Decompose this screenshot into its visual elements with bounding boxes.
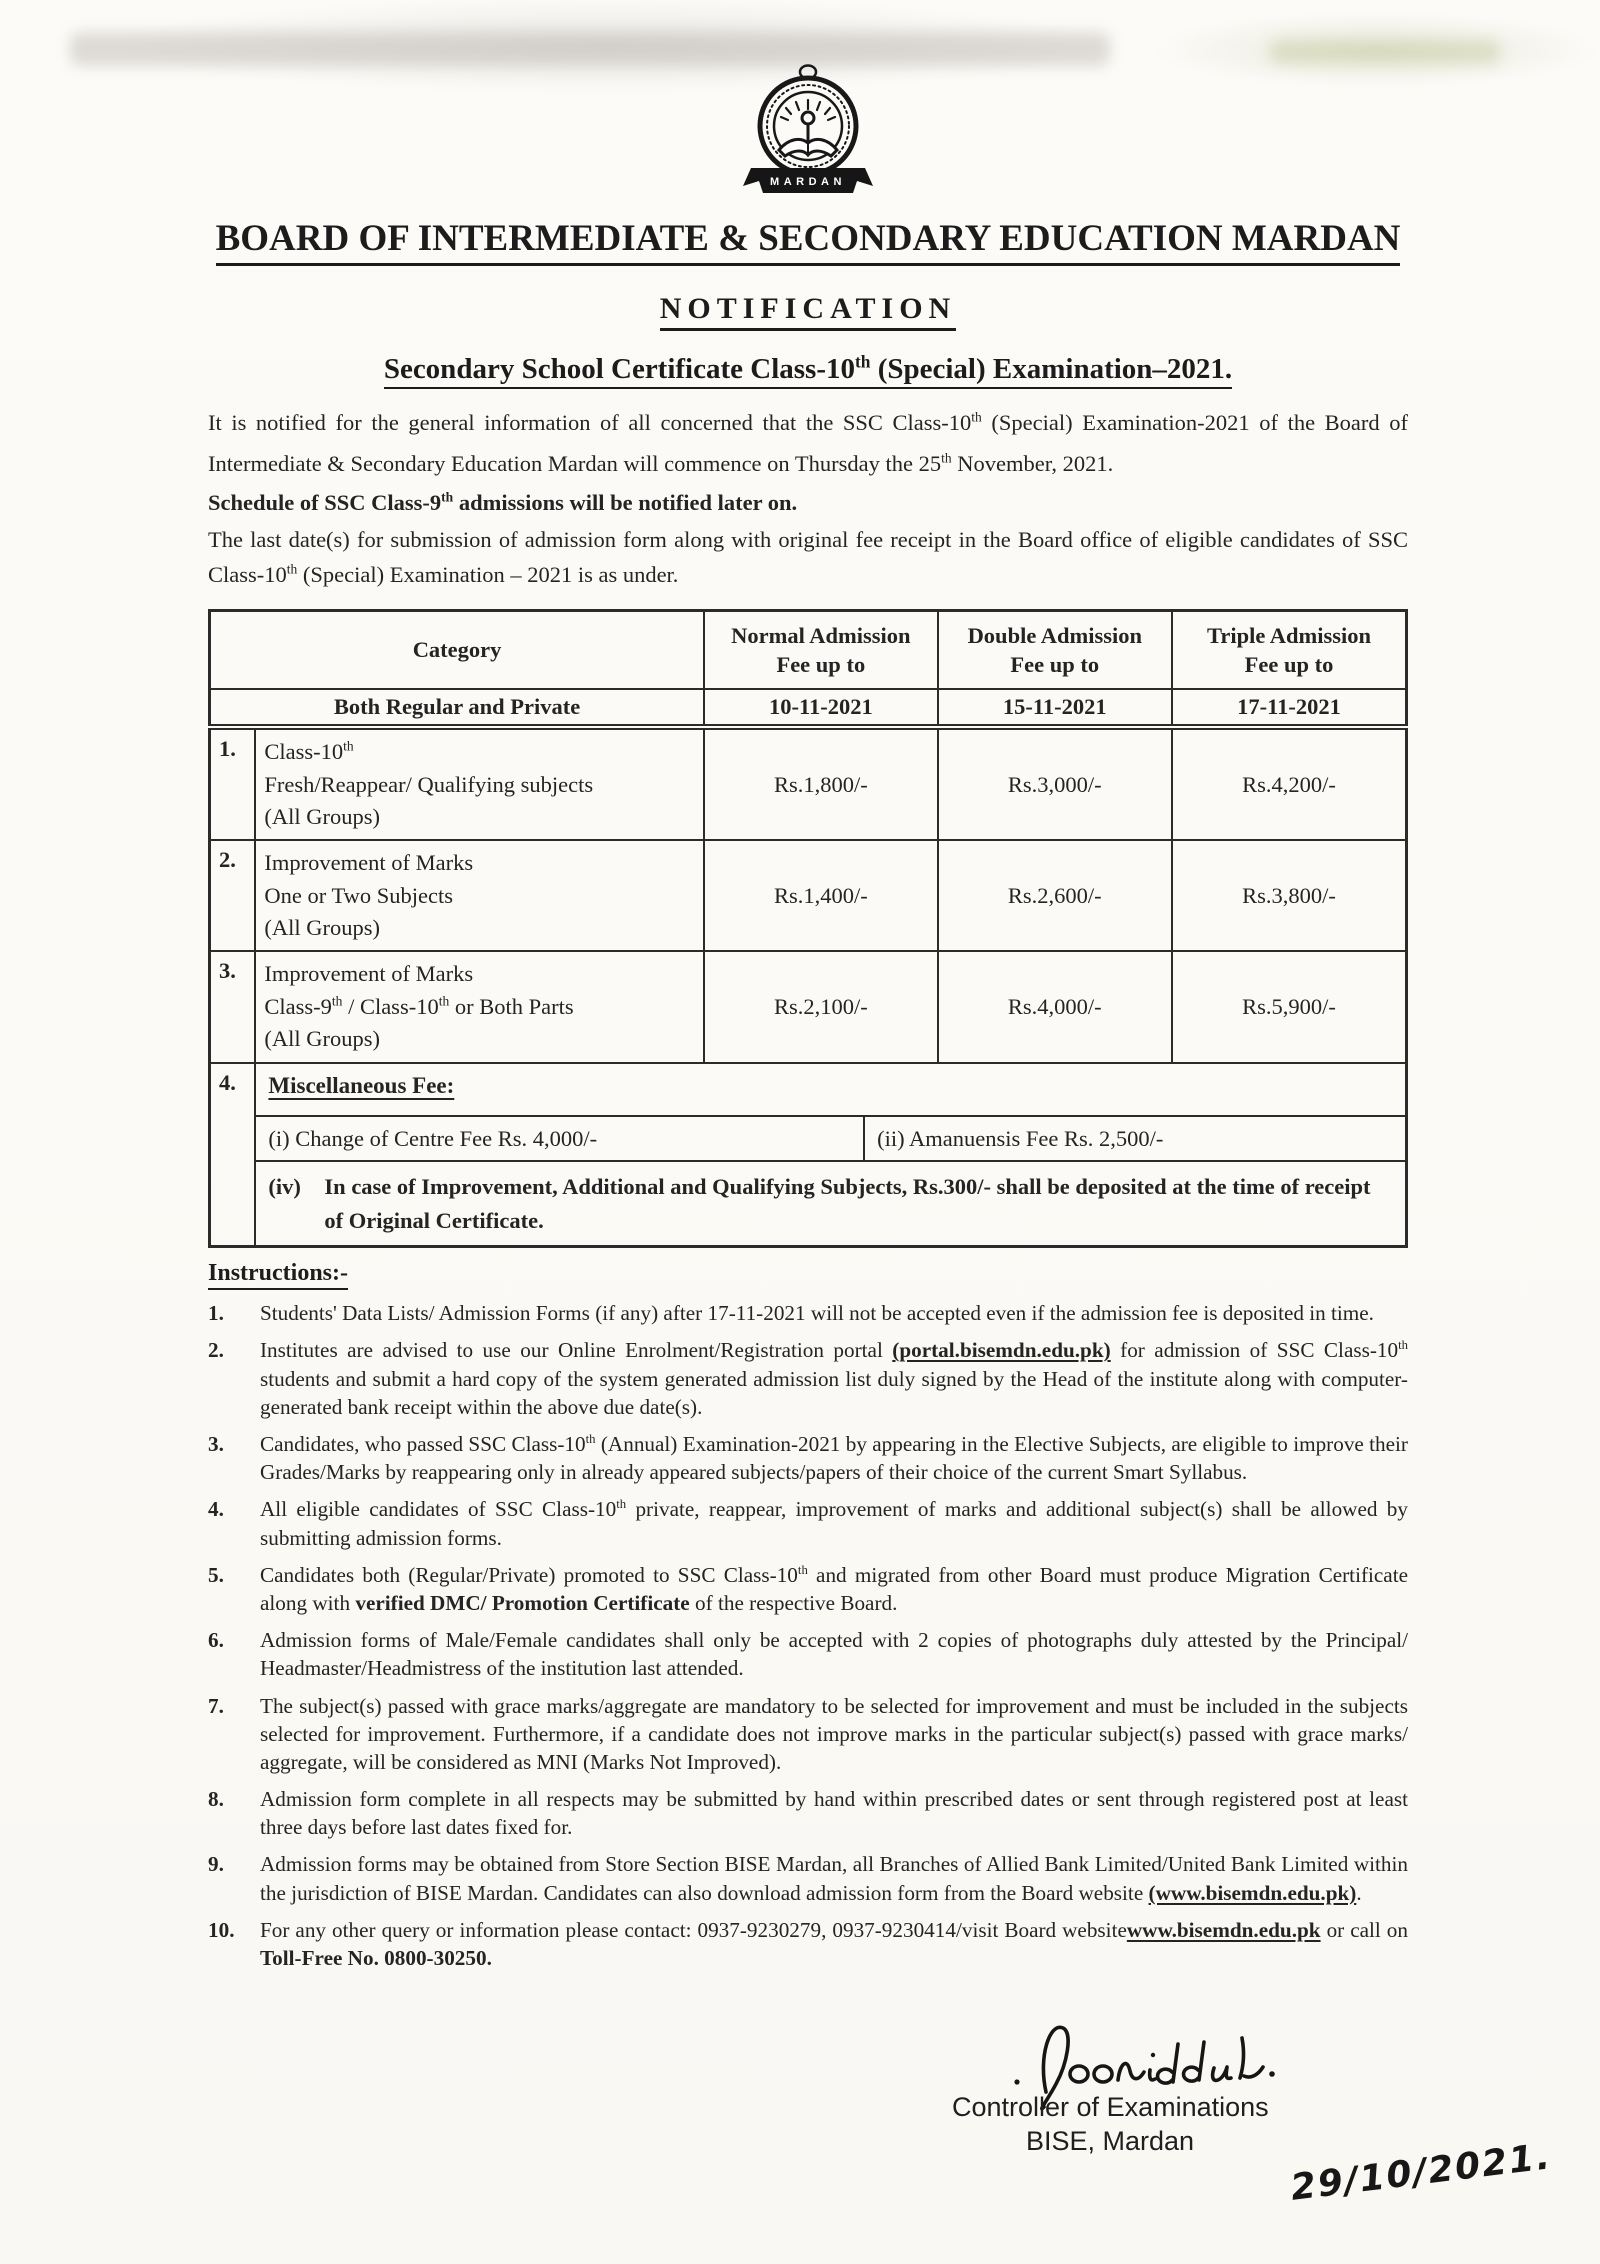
subheader-date-double: 15-11-2021: [938, 689, 1172, 727]
intro-paragraph-2: Schedule of SSC Class-9th admissions will be notified later on.: [208, 489, 798, 515]
misc-item-iv-label: (iv): [268, 1173, 301, 1199]
instructions-heading: Instructions:-: [208, 1260, 1408, 1290]
exam-subtitle: Secondary School Certificate Class-10th (Special) Examination–2021.: [208, 353, 1408, 389]
subheader-category: Both Regular and Private: [210, 689, 705, 727]
subheader-date-normal: 10-11-2021: [704, 689, 937, 727]
row-number: 3.: [210, 951, 256, 1062]
instruction-item-5: 5. Candidates both (Regular/Private) promoted to SSC Class-10th and migrated from other Board must produce Migration Certificate along with verified DMC/ Promotion Certificate of the respective Board.: [208, 1562, 1408, 1615]
misc-item-iv: [256, 1160, 1405, 1246]
misc-item-change-of-centre: (i) Change of Centre Fee Rs. 4,000/-: [256, 1117, 865, 1160]
board-emblem-icon: [719, 62, 897, 198]
column-header-normal-fee: Normal Admission Fee up to: [704, 610, 937, 689]
instruction-item-9: 9. Admission forms may be obtained from Store Section BISE Mardan, all Branches of Allied Bank Limited/United Bank Limited within the jurisdiction of BISE Mardan. Candidates can also download admission form from the Board website (www.bisemdn.edu.pk).: [208, 1852, 1408, 1905]
category-cell: Improvement of Marks Class-9th / Class-10th or Both Parts (All Groups): [255, 951, 704, 1062]
ribbon-text: MARDAN: [770, 176, 846, 188]
notification-heading: NOTIFICATION: [208, 292, 1408, 331]
instruction-item-8: 8. Admission form complete in all respects may be submitted by hand within prescribed dates or sent through registered post at least three days before last dates fixed for.: [208, 1787, 1408, 1840]
category-cell: Improvement of Marks One or Two Subjects (All Groups): [255, 840, 704, 951]
fee-row-1: [210, 727, 1407, 840]
misc-fee-row: [210, 1063, 1407, 1247]
fee-table: [208, 609, 1408, 1249]
column-header-double-fee: Double Admission Fee up to: [938, 610, 1172, 689]
fee-cell: Rs.1,400/-: [704, 840, 937, 951]
signature-block: [952, 2012, 1554, 2209]
intro-paragraph-1: It is notified for the general information of all concerned that the SSC Class-10th (Special) Examination-2021 of the Board of Intermediate & Secondary Education Mardan will commence on Thursday the 25th November, 2021.: [208, 409, 1408, 476]
instruction-item-6: 6. Admission forms of Male/Female candidates shall only be accepted with 2 copies of photographs duly attested by the Principal/ Headmaster/Headmistress of the institution last attended.: [208, 1628, 1408, 1681]
fee-table-header-row: [210, 610, 1407, 689]
board-logo: [208, 0, 1408, 203]
misc-fee-heading: Miscellaneous Fee:: [268, 1072, 455, 1098]
category-cell: Class-10th Fresh/Reappear/ Qualifying subjects (All Groups): [255, 727, 704, 840]
misc-fee-cell: [255, 1063, 1406, 1247]
intro-paragraph-3: The last date(s) for submission of admission form along with original fee receipt in the Board office of eligible candidates of SSC Class-10th (Special) Examination – 2021 is as under.: [208, 526, 1408, 587]
signature-date: 29/10/2021.: [1288, 2136, 1554, 2209]
column-header-category: Category: [210, 610, 705, 689]
signatory-org: BISE, Mardan: [1026, 2126, 1195, 2156]
misc-item-amanuensis: (ii) Amanuensis Fee Rs. 2,500/-: [877, 1125, 1164, 1151]
fee-cell: Rs.2,100/-: [704, 951, 937, 1062]
instruction-item-4: 4. All eligible candidates of SSC Class-10th private, reappear, improvement of marks and additional subject(s) shall be allowed by submitting admission forms.: [208, 1497, 1408, 1550]
fee-cell: Rs.3,000/-: [938, 727, 1172, 840]
fee-cell: Rs.3,800/-: [1172, 840, 1406, 951]
instructions-list: [208, 1299, 1408, 1972]
row-number: 4.: [210, 1063, 256, 1247]
fee-cell: Rs.5,900/-: [1172, 951, 1406, 1062]
fee-row-3: [210, 951, 1407, 1062]
instruction-item-10: 10. For any other query or information please contact: 0937-9230279, 0937-9230414/visit Board websitewww.bisemdn.edu.pk or call on Toll-Free No. 0800-30250.: [208, 1917, 1408, 1970]
fee-table-subheader-row: [210, 689, 1407, 727]
signatory-title: Controller of Examinations: [952, 2092, 1269, 2122]
column-header-triple-fee: Triple Admission Fee up to: [1172, 610, 1406, 689]
instruction-item-7: 7. The subject(s) passed with grace marks/aggregate are mandatory to be selected for improvement and must be included in the subjects selected for improvement. Furthermore, if a candidate does not improve marks in the particular subject(s) passed with grace marks/ aggregate, will be considered as MNI (Marks Not Improved).: [208, 1693, 1408, 1774]
instruction-item-2: 2. Institutes are advised to use our Online Enrolment/Registration portal (portal.bisemdn.edu.pk) for admission of SSC Class-10th students and submit a hard copy of the system generated admission list duly signed by the Head of the institute along with computer-generated bank receipt within the above due date(s).: [208, 1338, 1408, 1419]
fee-cell: Rs.2,600/-: [938, 840, 1172, 951]
fee-cell: Rs.4,000/-: [938, 951, 1172, 1062]
fee-cell: Rs.1,800/-: [704, 727, 937, 840]
fee-cell: Rs.4,200/-: [1172, 727, 1406, 840]
row-number: 1.: [210, 727, 256, 840]
misc-item-iv-text: In case of Improvement, Additional and Qualifying Subjects, Rs.300/- shall be deposited at the time of receipt of Original Certificate.: [324, 1173, 1371, 1233]
instruction-item-1: 1. Students' Data Lists/ Admission Forms (if any) after 17-11-2021 will not be accepted even if the admission fee is deposited in time.: [208, 1301, 1374, 1326]
fee-row-2: [210, 840, 1407, 951]
subheader-date-triple: 17-11-2021: [1172, 689, 1406, 727]
row-number: 2.: [210, 840, 256, 951]
instruction-item-3: 3. Candidates, who passed SSC Class-10th (Annual) Examination-2021 by appearing in the Elective Subjects, are eligible to improve their Grades/Marks by reappearing only in already appeared subjects/papers of their choice of the current Smart Syllabus.: [208, 1431, 1408, 1485]
page-title: BOARD OF INTERMEDIATE & SECONDARY EDUCATION MARDAN: [208, 217, 1408, 266]
